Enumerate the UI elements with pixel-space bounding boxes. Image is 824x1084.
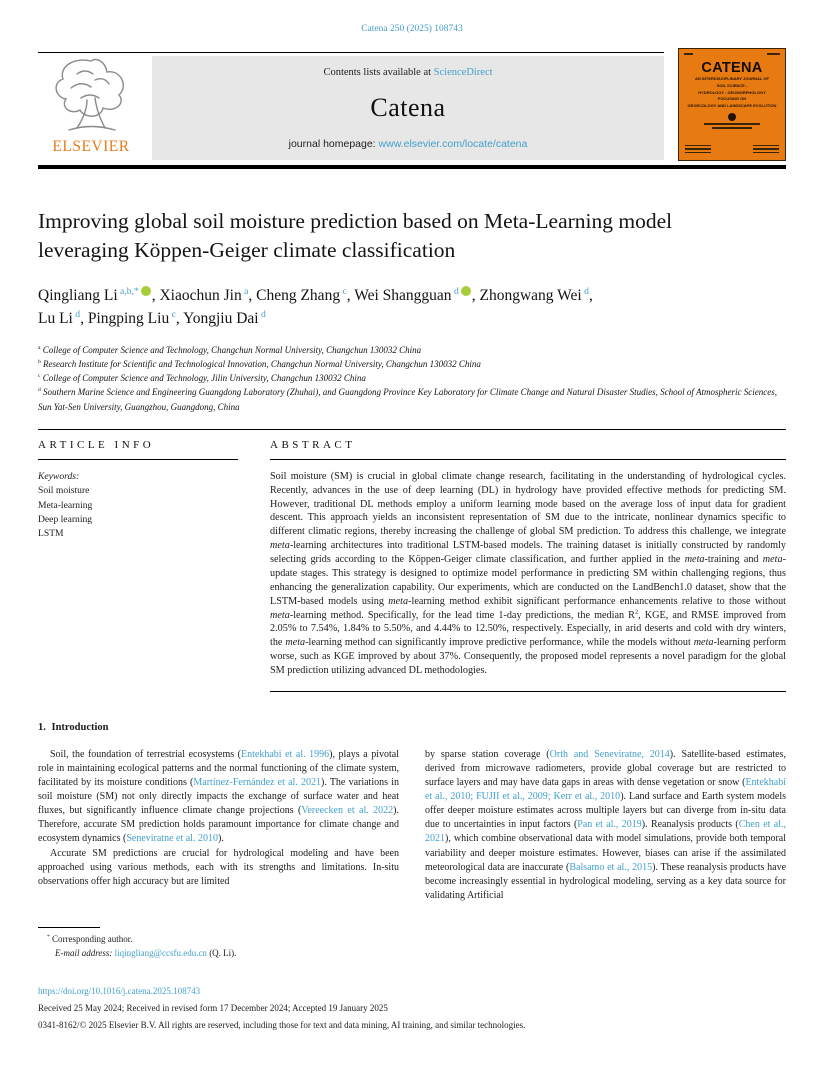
link[interactable]: Orth and Seneviratne, 2014 <box>549 748 670 760</box>
link[interactable]: Entekhabi et al., 2010; FUJII et al., 2009; Kerr et al., 2010 <box>425 777 786 803</box>
body-column-left <box>38 748 399 903</box>
corresponding-author-footnote <box>38 927 410 961</box>
affiliation-a: $^a$ College of Computer Science and Technology, Changchun Normal University, Changchun 130032 China <box>38 344 422 355</box>
header-main <box>38 56 664 160</box>
keywords-label: Keywords: <box>38 470 80 482</box>
keyword-item: Deep learning <box>38 513 93 525</box>
keyword-item: Soil moisture <box>38 485 90 497</box>
cover-mid-text-bars <box>702 123 762 129</box>
keywords-block <box>38 470 238 542</box>
keyword-item: Meta-learning <box>38 499 93 511</box>
email-line: E-mail address: liqingliang@ccsfu.edu.cn (Q. Li). <box>55 947 237 958</box>
link[interactable]: Entekhabi et al. 1996 <box>241 748 330 760</box>
link[interactable]: Martínez-Fernández et al. 2021 <box>193 777 321 789</box>
article-footer <box>38 983 786 1034</box>
header-top-rule <box>38 52 664 53</box>
article-title: Improving global soil moisture prediction based on Meta-Learning model leveraging Köppen-Geiger climate classification <box>38 209 673 262</box>
abstract-rule <box>270 459 786 460</box>
introduction-heading: 1. Introduction <box>38 721 109 733</box>
link[interactable]: Chen et al., 2021 <box>425 819 786 845</box>
doi-link[interactable]: https://doi.org/10.1016/j.catena.2025.108743 <box>38 985 201 996</box>
link[interactable]: www.elsevier.com/locate/catena <box>378 138 528 150</box>
article-info-heading: ARTICLE INFO <box>38 438 155 451</box>
journal-citation[interactable]: Catena 250 (2025) 108743 <box>361 24 463 34</box>
elsevier-tree-icon <box>47 56 135 136</box>
intro-paragraph: Accurate SM predictions are crucial for hydrological modeling and have been approached using various methods, each with its strengths and limitations. In-situ observations offer high accuracy but are limited <box>38 847 399 887</box>
link[interactable]: ScienceDirect <box>433 67 493 78</box>
article-info-rule <box>38 459 238 460</box>
abstract-column <box>270 430 786 692</box>
cover-subtitle-1: AN INTERDISCIPLINARY JOURNAL OF <box>695 76 769 81</box>
received-dates-line: Received 25 May 2024; Received in revised form 17 December 2024; Accepted 19 January 2025 <box>38 1002 388 1013</box>
affiliation-b: $^b$ Research Institute for Scientific and Technological Innovation, Changchun Normal University, Changchun 130032 China <box>38 358 481 369</box>
link[interactable]: Vereecken et al. 2022 <box>301 805 394 817</box>
header-bottom-rule <box>38 165 786 169</box>
link[interactable]: liqingliang@ccsfu.edu.cn <box>114 947 207 958</box>
abstract-bottom-rule <box>270 691 786 692</box>
journal-header <box>38 52 786 161</box>
intro-paragraph: Soil, the foundation of terrestrial ecosystems (Entekhabi et al. 1996), plays a pivotal role in maintaining ecological patterns and the normal functioning of the climate system, facilitated by its moisture conditions (Martínez-Fernández et al. 2021). The variations in soil moisture (SM) not only directly impacts the exchange of surface water and heat fluxes, but significantly influence climate change projections (Vereecken et al. 2022). Therefore, accurate SM prediction holds paramount importance for climate change and ecosystem dynamics (Seneviratne et al. 2010). <box>38 748 399 845</box>
introduction-section <box>38 722 786 903</box>
cover-subtitle-2: SOIL SCIENCE - <box>716 82 748 88</box>
cover-subtitle-4: FOCUSING ON <box>717 96 747 102</box>
affiliation-d: $^d$ Southern Marine Science and Engineering Guangdong Laboratory (Zhuhai), and Guangdong Province Key Laboratory for Climate Change and Natural Disaster Studies, School of Atmospheric Sciences, Sun Yat-Sen University, Guangzhou, Guangdong, China <box>38 387 777 412</box>
footnote-rule <box>38 927 100 928</box>
journal-cover-thumbnail[interactable] <box>678 48 786 161</box>
corresponding-author-line: * Corresponding author. <box>47 933 133 944</box>
abstract-text: Soil moisture (SM) is crucial in global climate change research, facilitating in the understanding of hydrological cycles. Recently, advances in the use of deep learning (DL) in hydrology have provided effective methods for predicting SM. However, traditional DL methods employ a uniform learning mode based on the average loss of input data for gradient descent. This approach yields an inconsistent representation of SM due to the intricate, nonlinear dynamics specific to different climatic regions, thereby increasing the challenge of global SM prediction. To address this challenge, we integrate meta-learning architectures into traditional LSTM-based models. The training dataset is initially constructed by randomly selecting grids according to the Köppen-Geiger climate classification, and further applied in the meta-training and meta-update stages. This strategy is designed to optimize model performance in predicting SM within challenging regions, thus enhancing the generalization capability. Our experiments, which are conducted on the LandBench1.0 dataset, show that the LSTM-based models using meta-learning method exhibit significant performance enhancements relative to those without meta-learning method. Specifically, for the lead time 1-day predictions, the median $R^2$, KGE, and RMSE improved from 2.05% to 7.54%, 1.84% to 5.50%, and 4.44% to 12.50%, respectively. Especially, in arid deserts and cold with dry winters, the meta-learning method can significantly improve predictive performance, while the models without meta-learning perform worse, such as KGE improved by about 37%. Consequently, the proposed model represents a novel paradigm for the global SM prediction utilizing advanced DL methodologies. <box>270 470 787 677</box>
cover-subtitle-3: HYDROLOGY - GEOMORPHOLOGY <box>698 89 766 95</box>
journal-banner <box>152 56 664 160</box>
author-list: Qingliang Li $^{a,b,*}$ , Xiaochun Jin $^a$, Cheng Zhang $^c$, Wei Shangguan $^d$ , Zhongwang Wei $^d$, Lu Li $^d$, Pingping Liu $^c$, Yongjiu Dai $^d$ <box>38 286 593 328</box>
link[interactable]: Seneviratne et al. 2010 <box>126 833 218 845</box>
body-columns <box>38 748 786 903</box>
info-abstract-block <box>38 430 786 692</box>
cover-bottom-text-bars <box>685 143 779 156</box>
elsevier-wordmark: ELSEVIER <box>52 138 130 155</box>
link[interactable]: Balsamo et al., 2015 <box>569 861 653 873</box>
affiliation-c: $^c$ College of Computer Science and Technology, Jilin University, Changchun 130032 China <box>38 373 366 384</box>
link[interactable]: Pan et al., 2019 <box>577 819 642 831</box>
orcid-icon[interactable] <box>141 286 151 296</box>
journal-name: Catena <box>370 93 446 122</box>
intro-paragraph: by sparse station coverage (Orth and Seneviratne, 2014). Satellite-based estimates, derived from microwave radiometers, provide global coverage but are restricted to surface layers and may have data gaps in areas with dense vegetation or snow (Entekhabi et al., 2010; FUJII et al., 2009; Kerr et al., 2010). Land surface and Earth system models offer deeper moisture estimates across multiple layers but can diverge from in-situ data due to uncertainties in input factors (Pan et al., 2019). Reanalysis products (Chen et al., 2021), which combine observational data with model simulations, provide both temporal variability and deeper moisture estimates. However, biases can arise if the assimilated meteorological data are inaccurate (Balsamo et al., 2015). These reanalysis products have become increasingly essential in hydrological modeling, serving as a key data source for validating Artificial <box>425 748 787 901</box>
keyword-item: LSTM <box>38 528 64 540</box>
homepage-line: journal homepage: www.elsevier.com/locate/catena <box>288 138 528 150</box>
affiliations <box>38 343 786 414</box>
elsevier-logo[interactable] <box>38 56 144 160</box>
cover-emblem-icon <box>728 113 736 121</box>
cover-subtitle-5: GEOECOLOGY AND LANDSCAPE EVOLUTION <box>687 103 777 109</box>
copyright-line: 0341-8162/© 2025 Elsevier B.V. All rights are reserved, including those for text and data mining, AI training, and similar technologies. <box>38 1020 526 1030</box>
orcid-icon[interactable] <box>461 286 471 296</box>
abstract-heading: ABSTRACT <box>270 438 356 451</box>
header-left <box>38 52 664 161</box>
cover-title: CATENA <box>701 60 763 76</box>
article-info-column <box>38 430 238 692</box>
cover-top-marks <box>684 53 780 55</box>
body-column-right <box>425 748 786 903</box>
contents-line: Contents lists available at ScienceDirect <box>323 67 493 78</box>
